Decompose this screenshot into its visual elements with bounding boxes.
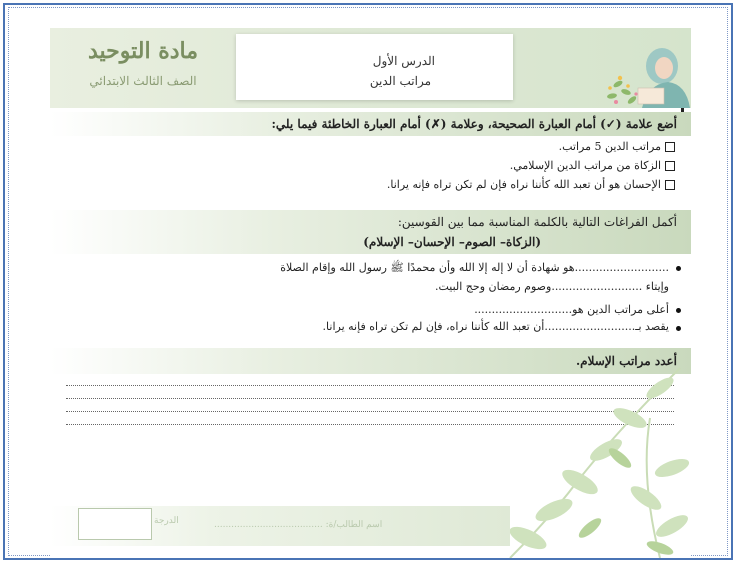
fill-blanks-instruction: أكمل الفراغات التالية بالكلمة المناسبة مما بين القوسين: bbox=[397, 215, 677, 229]
fill-blank-line: يقصد بـ..........................أن تعبد الله كأننا نراه، فإن لم تكن تراه فإنه يرانا. bbox=[322, 320, 669, 333]
fill-blank-line: وإيتاء ..........................وصوم رمضان وحج البيت. bbox=[434, 280, 669, 293]
grade-label: الصف الثالث الابتدائي bbox=[89, 74, 197, 88]
list-instruction: أعدد مراتب الإسلام. bbox=[576, 354, 677, 368]
fill-blanks-section-header bbox=[50, 210, 691, 254]
true-false-instruction: أضع علامة (✓) أمام العبارة الصحيحة، وعلامة (✗) أمام العبارة الخاطئة فيما يلي: bbox=[271, 117, 677, 131]
fill-blank-line: أعلى مراتب الدين هو............................ bbox=[474, 303, 669, 316]
word-bank: (الزكاة– الصوم– الإحسان– الإسلام) bbox=[363, 235, 541, 249]
lesson-card bbox=[236, 34, 513, 100]
answer-checkbox[interactable] bbox=[665, 142, 675, 152]
bullet-icon bbox=[676, 266, 681, 271]
bullet-icon bbox=[676, 326, 681, 331]
lesson-title: مراتب الدين bbox=[369, 74, 431, 88]
true-false-section-header bbox=[50, 112, 691, 136]
true-false-item bbox=[510, 159, 675, 172]
true-false-statement: مراتب الدين 5 مراتب. bbox=[558, 140, 661, 153]
lesson-number: الدرس الأول bbox=[372, 54, 435, 68]
subject-title: مادة التوحيد bbox=[87, 38, 199, 64]
student-name-field[interactable]: اسم الطالب/ة: ...................................... bbox=[214, 520, 383, 530]
girl-reading-illustration bbox=[598, 36, 690, 108]
bullet-icon bbox=[676, 308, 681, 313]
worksheet-page bbox=[50, 28, 691, 558]
answer-checkbox[interactable] bbox=[665, 180, 675, 190]
true-false-item bbox=[559, 140, 675, 153]
true-false-statement: الزكاة من مراتب الدين الإسلامي. bbox=[509, 159, 661, 172]
answer-checkbox[interactable] bbox=[665, 161, 675, 171]
grade-label: الدرجة bbox=[154, 516, 179, 526]
fill-blank-line: ...........................هو شهادة أن لا إله إلا الله وأن محمدًا ﷺ رسول الله وإقام الصلاة bbox=[280, 261, 669, 274]
grade-input-box[interactable] bbox=[78, 508, 152, 540]
true-false-item bbox=[387, 178, 675, 191]
true-false-statement: الإحسان هو أن تعبد الله كأننا نراه فإن لم تكن تراه فإنه يرانا. bbox=[386, 178, 661, 191]
